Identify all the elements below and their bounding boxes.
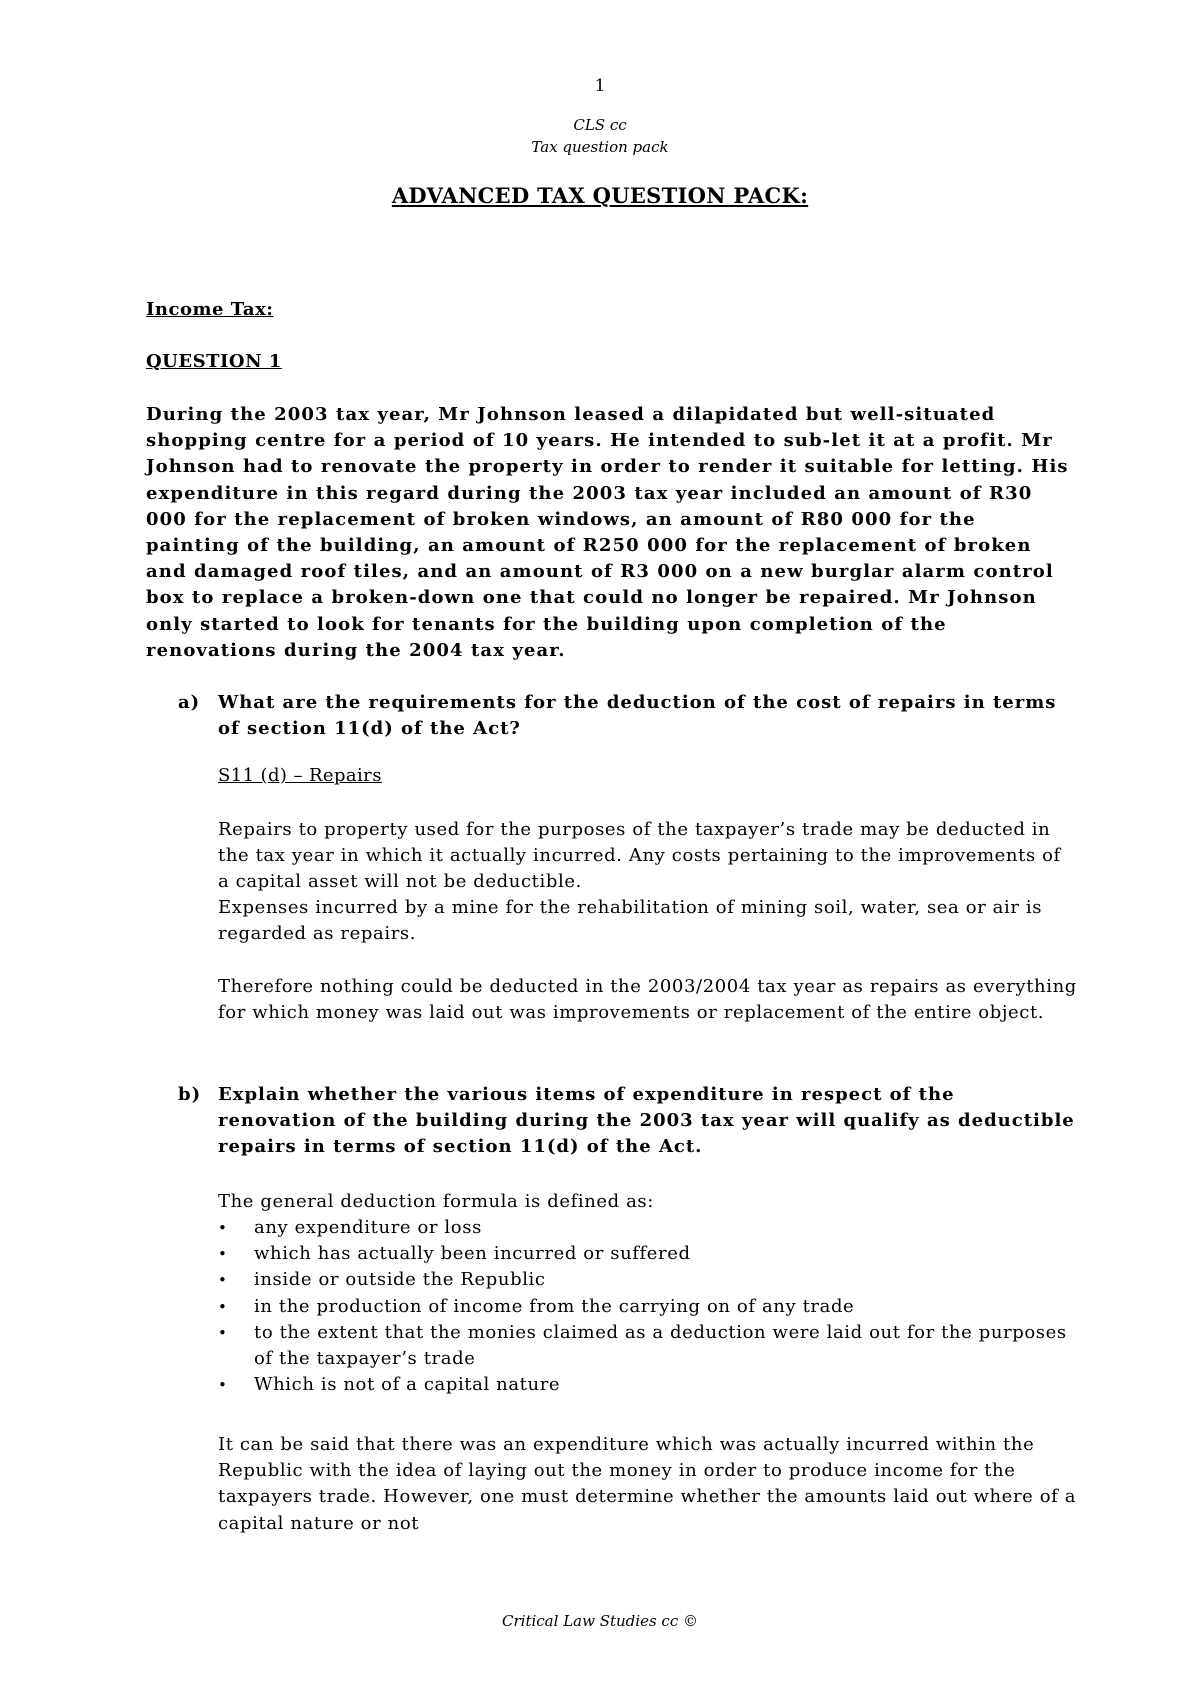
list-item: • inside or outside the Republic bbox=[218, 1267, 1078, 1293]
document-title: ADVANCED TAX QUESTION PACK: bbox=[391, 183, 809, 208]
part-b-answer-paragraph: It can be said that there was an expenditure which was actually incurred within the Republic with the idea of laying out the money in order to produce income for the taxpayers trade. However, one must determine whether the amounts laid out where of a capital nature or not bbox=[218, 1434, 1077, 1534]
section-heading: Income Tax: bbox=[146, 299, 274, 320]
header-company: CLS cc bbox=[573, 116, 627, 134]
list-item: • to the extent that the monies claimed as a deduction were laid out for the purposes of the taxpayer’s trade bbox=[218, 1320, 1078, 1372]
list-item: • any expenditure or loss bbox=[218, 1215, 1078, 1241]
deduction-criteria-list bbox=[218, 1215, 1078, 1398]
header-subtitle: Tax question pack bbox=[531, 138, 669, 156]
bullet-icon: • bbox=[218, 1297, 228, 1316]
question-body: During the 2003 tax year, Mr Johnson leased a dilapidated but well-situated shopping centre for a period of 10 years. He intended to sub-let it at a profit. Mr Johnson had to renovate the property in order to render it suitable for letting. His expenditure in this regard during the 2003 tax year included an amount of R30 000 for the replacement of broken windows, an amount of R80 000 for the painting of the building, an amount of R250 000 for the replacement of broken and damaged roof tiles, and an amount of R3 000 on a new burglar alarm control box to replace a broken-down one that could no longer be repaired. Mr Johnson only started to look for tenants for the building upon completion of the renovations during the 2004 tax year. bbox=[146, 404, 1069, 661]
part-a-answer-paragraph-mine: Expenses incurred by a mine for the rehabilitation of mining soil, water, sea or air is regarded as repairs. bbox=[218, 897, 1043, 945]
part-a-question: What are the requirements for the deduction of the cost of repairs in terms of section 11(d) of the Act? bbox=[218, 692, 1057, 740]
question-part-b bbox=[178, 1082, 1078, 1161]
page-number: 1 bbox=[594, 76, 606, 96]
part-a-marker: a) bbox=[178, 692, 201, 713]
bullet-icon: • bbox=[218, 1376, 228, 1395]
bullet-icon: • bbox=[218, 1219, 228, 1237]
part-b-intro: The general deduction formula is defined as: bbox=[218, 1191, 654, 1212]
list-item: • which has actually been incurred or suffered bbox=[218, 1241, 1078, 1267]
part-a-conclusion: Therefore nothing could be deducted in the 2003/2004 tax year as repairs as everything for which money was laid out was improvements or replacement of the entire object. bbox=[218, 976, 1077, 1024]
part-b-question: Explain whether the various items of expenditure in respect of the renovation of the building during the 2003 tax year will qualify as deductible repairs in terms of section 11(d) of the Act. bbox=[218, 1084, 1075, 1158]
question-heading: QUESTION 1 bbox=[146, 351, 282, 372]
part-a-subheading: S11 (d) – Repairs bbox=[218, 765, 382, 786]
part-a-answer-paragraph: Repairs to property used for the purposes of the taxpayer’s trade may be deducted in the tax year in which it actually incurred. Any costs pertaining to the improvements of a capital asset will not be deductible. bbox=[218, 819, 1061, 893]
list-item: • Which is not of a capital nature bbox=[218, 1372, 1078, 1398]
list-item: • in the production of income from the carrying on of any trade bbox=[218, 1294, 1078, 1320]
footer-copyright: Critical Law Studies cc © bbox=[502, 1612, 698, 1630]
bullet-icon: • bbox=[218, 1245, 228, 1264]
bullet-icon: • bbox=[218, 1323, 228, 1342]
part-b-marker: b) bbox=[178, 1084, 202, 1105]
bullet-icon: • bbox=[218, 1271, 228, 1290]
question-part-a bbox=[178, 690, 1078, 742]
